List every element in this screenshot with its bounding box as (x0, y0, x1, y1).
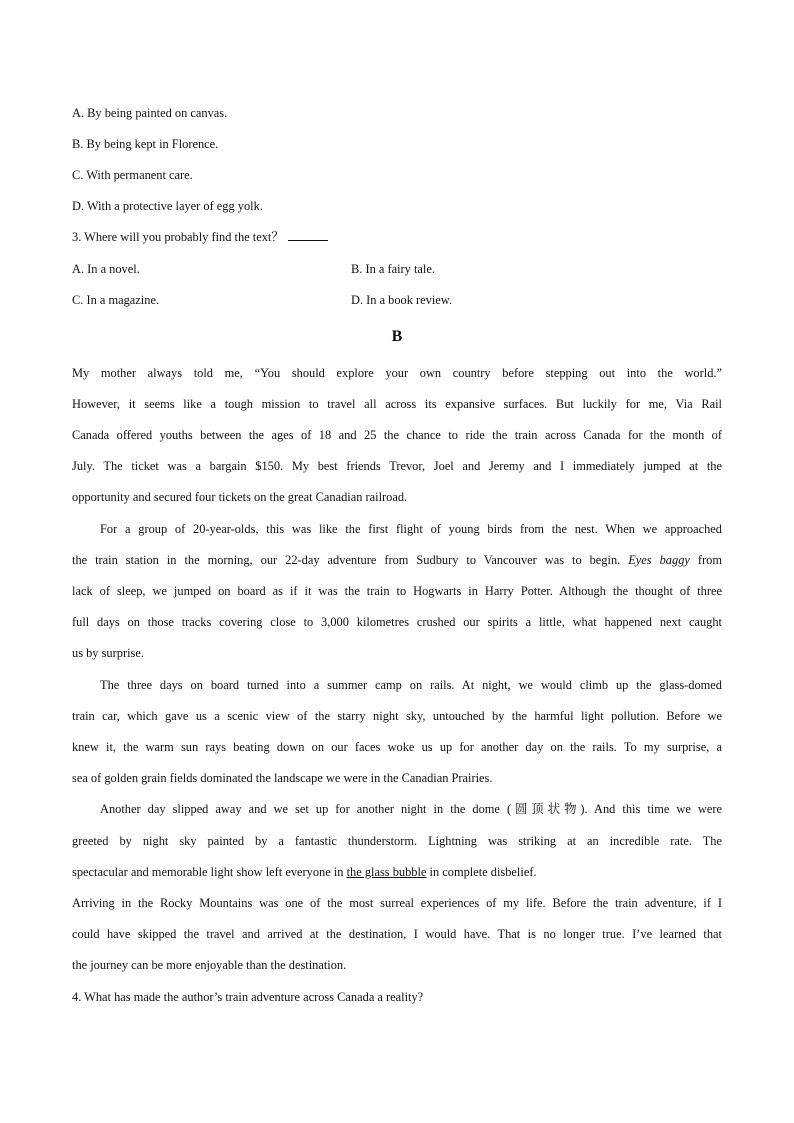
passage-text: from (697, 553, 722, 567)
passage-line: Canada offered youths between the ages of 18 and 25 the chance to ride the train across Canada for the month of (72, 428, 722, 442)
passage-line: sea of golden grain fields dominated the landscape we were in the Canadian Prairies. (72, 771, 493, 785)
passage-line: greeted by night sky painted by a fantastic thunderstorm. Lightning was striking at an incredible rate. The (72, 834, 722, 848)
passage-line: could have skipped the travel and arrived at the destination, I would have. That is no longer true. I’ve learned that (72, 927, 722, 941)
q3-question (72, 229, 328, 245)
passage-line: opportunity and secured four tickets on the great Canadian railroad. (72, 490, 408, 504)
passage-line: knew it, the warm sun rays beating down on our faces woke us up for another day on the rails. To my surprise, a (72, 740, 722, 754)
q3-option-a: A. In a novel. (72, 262, 140, 276)
q2-option-b: B. By being kept in Florence. (72, 137, 219, 151)
passage-line: However, it seems like a tough mission to travel all across its expansive surfaces. But luckily for me, Via Rail (72, 397, 722, 411)
q3-question-text: 3. Where will you probably find the text？ (72, 230, 284, 244)
passage-line: the journey can be more enjoyable than the destination. (72, 958, 347, 972)
q2-option-a: A. By being painted on canvas. (72, 106, 228, 120)
passage-line: The three days on board turned into a summer camp on rails. At night, we would climb up the glass-domed (100, 678, 722, 692)
passage-line: lack of sleep, we jumped on board as if it was the train to Hogwarts in Harry Potter. Although the thought of three (72, 584, 722, 598)
passage-line: My mother always told me, “You should explore your own country before stepping out into the world.” (72, 366, 722, 380)
q4-question: 4. What has made the author’s train adventure across Canada a reality? (72, 990, 424, 1004)
italic-phrase: Eyes baggy (628, 553, 690, 567)
passage-text: in complete disbelief. (429, 865, 537, 879)
passage-line: For a group of 20-year-olds, this was like the first flight of young birds from the nest. When we approached (100, 522, 722, 536)
passage-text: the train station in the morning, our 22-day adventure from Sudbury to Vancouver was to begin. (72, 553, 621, 567)
passage-line (72, 552, 722, 568)
q3-option-c: C. In a magazine. (72, 293, 160, 307)
section-title: B (391, 328, 403, 345)
passage-line: train car, which gave us a scenic view of the starry night sky, untouched by the harmful light pollution. Before we (72, 709, 722, 723)
passage-line: us by surprise. (72, 646, 144, 660)
passage-text: spectacular and memorable light show left everyone in (72, 865, 344, 879)
passage-line (72, 864, 537, 880)
underlined-phrase: the glass bubble (346, 865, 427, 879)
passage-line: Another day slipped away and we set up for another night in the dome (圆顶状物). And this time we were (100, 802, 722, 816)
passage-line: Arriving in the Rocky Mountains was one of the most surreal experiences of my life. Before the train adventure, if I (72, 896, 722, 910)
q3-option-b: B. In a fairy tale. (351, 262, 435, 276)
q2-option-d: D. With a protective layer of egg yolk. (72, 199, 263, 213)
q3-option-d: D. In a book review. (351, 293, 453, 307)
passage-line: full days on those tracks covering close to 3,000 kilometres crushed our spirits a little, what happened next caught (72, 615, 722, 629)
passage-line: July. The ticket was a bargain $150. My best friends Trevor, Joel and Jeremy and I immediately jumped at the (72, 459, 722, 473)
answer-blank (288, 230, 328, 241)
q2-option-c: C. With permanent care. (72, 168, 193, 182)
